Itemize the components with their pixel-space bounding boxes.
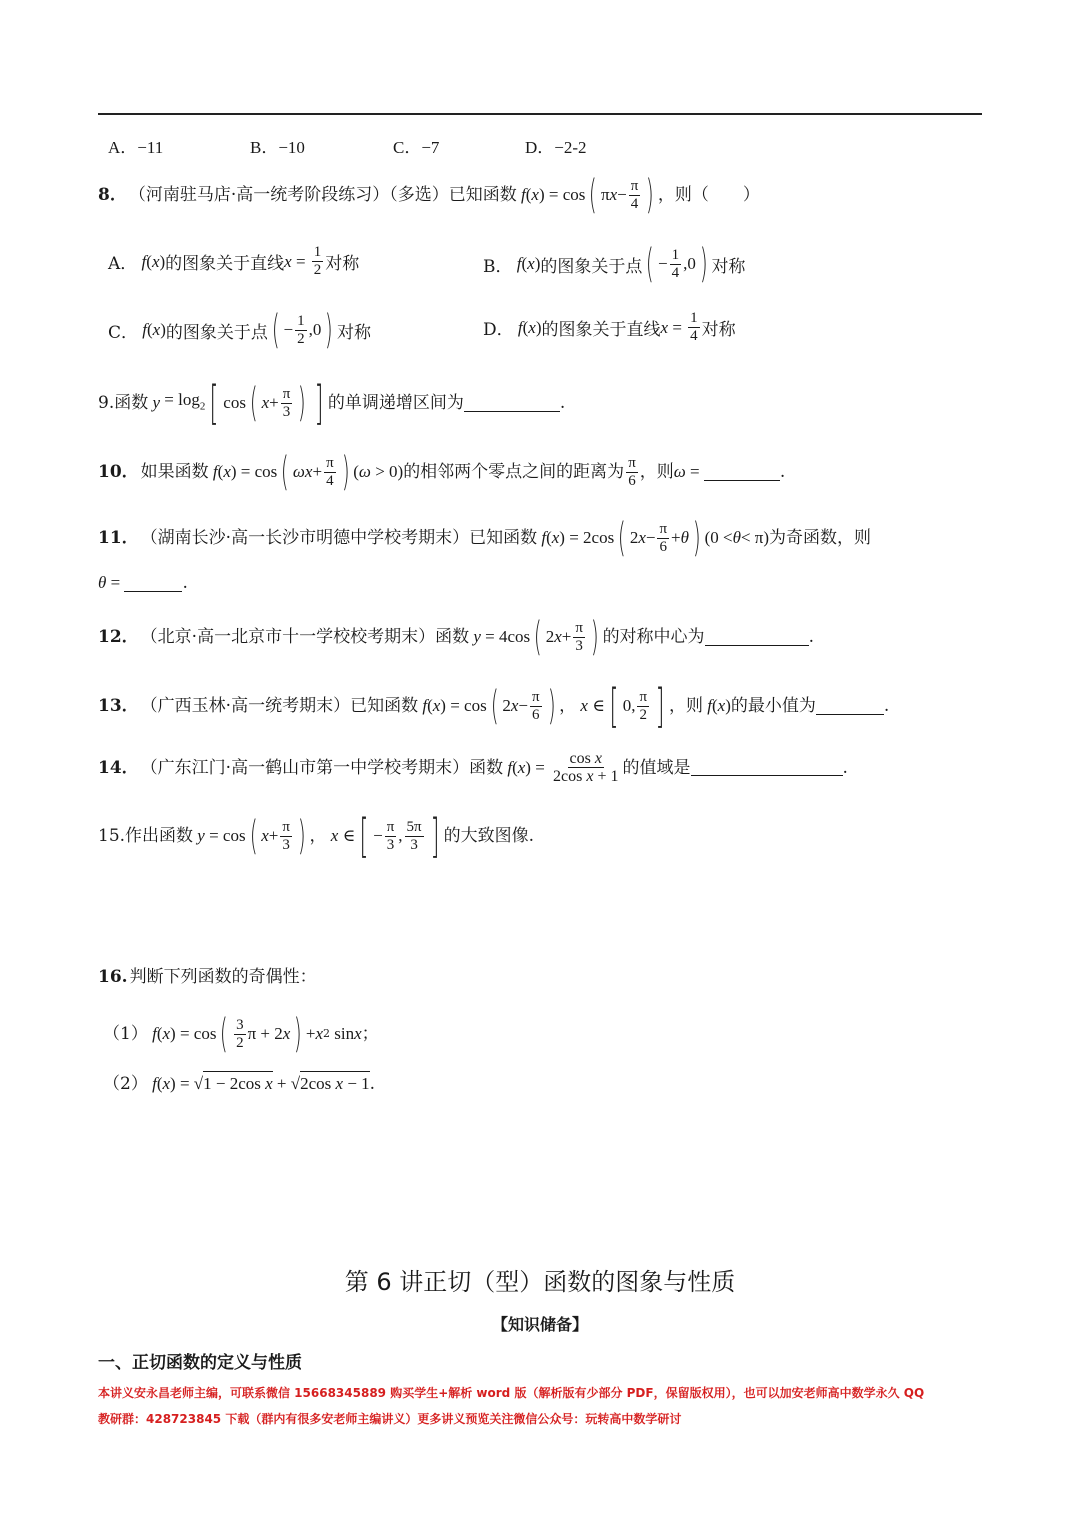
q8-number: 8． [98, 185, 127, 205]
question-16-part-1: （1） f ( x ) = cos ( $\frac{3}{2}$ π + 2 x ) + x 2 sin x ； [103, 1011, 379, 1057]
q7-option-a: A．−11 [108, 138, 164, 157]
question-11: 11． （湖南长沙·高一长沙市明德中学校考期末）已知函数 f ( x ) = 2cos ( 2 x − $\frac{\pi}{6}$ + θ ) (0 < θ < π) 为奇函数，则 [98, 515, 872, 561]
question-12: 12． （北京·高一北京市十一学校校考期末）函数 y = 4cos ( 2 x + $\frac{\pi}{3}$ ) 的对称中心为 . [98, 614, 814, 660]
q7-option-c: C．−7 [393, 138, 440, 157]
q10-answer-blank[interactable] [704, 464, 780, 481]
q13-answer-blank[interactable] [816, 698, 884, 715]
q7-option-b: B．−10 [250, 138, 305, 157]
question-8: 8． （河南驻马店·高一统考阶段练习）（多选）已知函数 f ( x ) = cos ( π x − $\frac{\pi}{4}$ ) ，则（ ） [98, 172, 760, 218]
q8-option-b: B． f ( x ) 的图象关于点 ( − $\frac{1}{4}$ ,0 ) 对称 [483, 241, 746, 287]
q8-option-a: A． f ( x ) 的图象关于直线 x = $\frac{1}{2}$ 对称 [108, 244, 360, 278]
question-9: 9.函数 y = $\log_2$ [ cos ( x + $\frac{\pi}{3}$ ) ] 的单调递增区间为 . [98, 376, 566, 430]
q9-answer-blank[interactable] [464, 395, 560, 412]
q11-answer-blank[interactable] [124, 575, 182, 592]
question-13: 13． （广西玉林·高一统考期末）已知函数 f ( x ) = cos ( 2 x − $\frac{\pi}{6}$ ) ， x ∈ [ 0, $\frac{\pi}{2}$ ] ，则 f ( x ) 的最小值为 . [98, 679, 890, 733]
question-15: 15.作出函数 y = cos ( x + $\frac{\pi}{3}$ ) ， x ∈ [ − $\frac{\pi}{3}$ , $\frac{5\pi}{3}$ ] 的大致图像. [98, 809, 534, 863]
question-14: 14． （广东江门·高一鹤山市第一中学校考期末）函数 f ( x ) = $\frac{\text{cos x}}{\text{2cos x + 1}}$ 的值域是 . [98, 750, 848, 785]
q7-option-d: D．−2-2 [525, 138, 587, 157]
q8-tail: ，则（ ） [657, 185, 760, 205]
question-10: 10． 如果函数 f ( x ) = cos ( ωx + $\frac{\pi}{4}$ ) ( ω > 0) 的相邻两个零点之间的距离为 $\frac{\pi}{6}$ ，则 ω = . [98, 449, 786, 495]
copyright-notice-line-1: 本讲义安永昌老师主编，可联系微信 15668345889 购买学生+解析 word 版（解析版有少部分 PDF，保留版权用），也可以加安老师高中数学永久 QQ [98, 1386, 925, 1400]
question-16-part-2: （2） f ( x ) = √ 1 − 2cos x + √ 2cos x − 1 . [103, 1071, 375, 1096]
copyright-notice-line-2: 教研群：428723845 下载（群内有很多安老师主编讲义）更多讲义预览关注微信公众号：玩转高中数学研讨 [98, 1412, 682, 1426]
question-11-answer: θ = . [98, 573, 188, 593]
knowledge-heading: 【知识储备】 [491, 1315, 588, 1334]
q8-formula: f [516, 185, 526, 204]
q14-answer-blank[interactable] [691, 759, 843, 776]
section-heading: 一、正切函数的定义与性质 [98, 1353, 302, 1373]
q8-source: （河南驻马店·高一统考阶段练习）（多选）已知函数 [128, 185, 517, 205]
header-rule [98, 113, 982, 115]
q8-option-c: C． f ( x ) 的图象关于点 ( − $\frac{1}{2}$ ,0 ) 对称 [108, 307, 371, 353]
question-16: 16. 判断下列函数的奇偶性： [98, 967, 317, 987]
q12-answer-blank[interactable] [705, 629, 809, 646]
lesson-title: 第 6 讲正切（型）函数的图象与性质 [344, 1268, 736, 1296]
q8-option-d: D． f ( x ) 的图象关于直线 x = $\frac{1}{4}$ 对称 [483, 310, 736, 344]
